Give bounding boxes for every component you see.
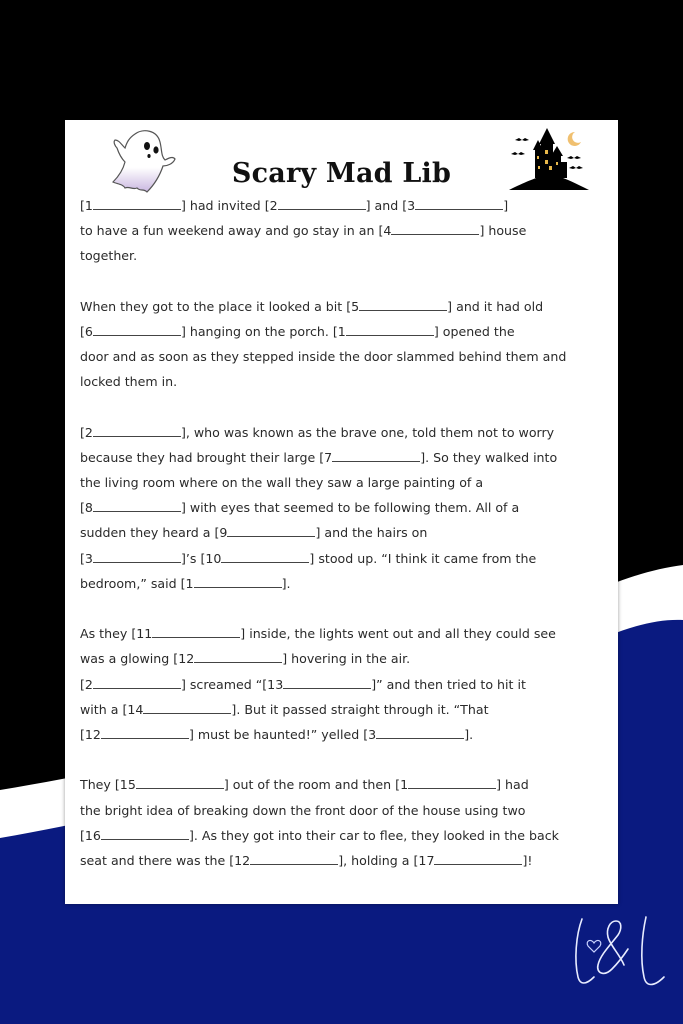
blank-close-bracket: ] (281, 575, 287, 591)
blank-close-bracket: ] (365, 198, 371, 213)
story-paragraph (80, 294, 610, 395)
blank-underline[interactable] (152, 626, 240, 638)
fill-in-blank-12[interactable] (229, 848, 343, 873)
story-text-segment: because they had brought their large (80, 449, 320, 465)
blank-number: [10 (200, 550, 222, 566)
blank-close-bracket: ] (496, 777, 502, 793)
blank-underline[interactable] (93, 551, 181, 563)
story-text-segment: and the hairs on (320, 525, 428, 541)
blank-underline[interactable] (434, 853, 522, 865)
blank-underline[interactable] (415, 198, 503, 210)
page-title: Scary Mad Lib (231, 158, 452, 189)
story-text-segment: . (286, 575, 291, 591)
story-text-segment: with a (80, 701, 123, 717)
blank-close-bracket: ] (433, 323, 439, 339)
blank-number: [16 (80, 827, 101, 843)
blank-number: [2 (264, 198, 278, 213)
fill-in-blank-12[interactable] (80, 722, 194, 747)
fill-in-blank-1[interactable] (80, 193, 186, 218)
fill-in-blank-15[interactable] (115, 772, 229, 797)
story-line (80, 445, 610, 470)
fill-in-blank-2[interactable] (265, 193, 371, 218)
story-text-segment: and it had old (452, 298, 544, 314)
fill-in-blank-17[interactable] (414, 848, 528, 873)
blank-number: [12 (80, 726, 101, 742)
fill-in-blank-1[interactable] (333, 319, 439, 344)
fill-in-blank-6[interactable] (80, 319, 186, 344)
story-text-segment: with eyes that seemed to be following them. All of a (185, 500, 520, 516)
story-line (80, 823, 610, 848)
story-line (80, 798, 610, 823)
fill-in-blank-12[interactable] (173, 646, 287, 671)
blank-number: [2 (80, 676, 93, 692)
blank-underline[interactable] (408, 777, 496, 789)
story-paragraph (80, 420, 610, 596)
blank-close-bracket: ] (240, 626, 246, 642)
fill-in-blank-8[interactable] (80, 495, 186, 520)
blank-underline[interactable] (194, 576, 282, 588)
story-line (80, 722, 610, 747)
story-text-segment: hanging on the porch. (185, 323, 333, 339)
blank-close-bracket: ] (180, 676, 186, 692)
fill-in-blank-3[interactable] (363, 722, 469, 747)
blank-number: [12 (229, 852, 251, 868)
blank-underline[interactable] (93, 425, 181, 437)
story-text-segment: had invited (185, 198, 265, 213)
story-text-segment: sudden they heard a (80, 525, 215, 541)
blank-close-bracket: ] (188, 726, 194, 742)
story-line (80, 243, 610, 268)
story-text-segment: hovering in the air. (287, 651, 411, 667)
fill-in-blank-14[interactable] (122, 697, 236, 722)
story-text-segment: must be haunted!” yelled (193, 726, 364, 742)
blank-close-bracket: ] (447, 298, 453, 314)
blank-underline[interactable] (332, 450, 420, 462)
story-line (80, 646, 610, 671)
blank-underline[interactable] (101, 828, 189, 840)
fill-in-blank-9[interactable] (215, 520, 321, 545)
blank-underline[interactable] (93, 198, 181, 210)
story-text-segment: bedroom,” said (80, 575, 181, 591)
blank-number: [6 (80, 323, 93, 339)
blank-number: [11 (131, 626, 153, 642)
story-text-segment: to have a fun weekend away and go stay in an (80, 223, 379, 239)
story-text-segment: . So they walked into (425, 449, 558, 465)
story-text-segment: , holding a (343, 852, 414, 868)
blank-close-bracket: ] (338, 852, 344, 868)
fill-in-blank-2[interactable] (80, 672, 186, 697)
blank-number: [3 (363, 726, 377, 742)
blank-close-bracket: ] (223, 777, 229, 793)
story-line (80, 319, 610, 344)
fill-in-blank-2[interactable] (80, 420, 186, 445)
story-line (80, 193, 610, 218)
blank-underline[interactable] (278, 198, 366, 210)
story-text-segment: inside, the lights went out and all they could see (245, 626, 556, 642)
blank-close-bracket: ] (503, 198, 509, 213)
story-text-segment: house (484, 223, 527, 239)
story-line (80, 520, 610, 545)
blank-underline[interactable] (227, 525, 315, 537)
story-text-segment: locked them in. (80, 374, 178, 390)
blank-number: [3 (402, 198, 416, 213)
story-line (80, 470, 610, 495)
story-text-segment: was a glowing (80, 651, 174, 667)
blank-close-bracket: ] (315, 525, 321, 541)
blank-number: [15 (114, 777, 136, 793)
blank-number: [8 (80, 500, 93, 516)
blank-number: [4 (378, 223, 392, 239)
story-line (80, 772, 610, 797)
story-text-segment: opened the (438, 323, 515, 339)
blank-close-bracket: ] (188, 827, 194, 843)
blank-close-bracket: ] (180, 323, 186, 339)
blank-underline[interactable] (136, 777, 224, 789)
story-text-segment: . (469, 726, 474, 742)
blank-underline[interactable] (391, 223, 479, 235)
blank-underline[interactable] (376, 727, 464, 739)
fill-in-blank-1[interactable] (181, 571, 287, 596)
blank-close-bracket: ] (371, 676, 377, 692)
story-text-segment: door and as soon as they stepped inside the door slammed behind them and (80, 349, 567, 365)
fill-in-blank-5[interactable] (346, 294, 452, 319)
fill-in-blank-10[interactable] (200, 546, 314, 571)
blank-close-bracket: ] (282, 651, 288, 667)
blank-close-bracket: ] (180, 550, 186, 566)
fill-in-blank-11[interactable] (131, 621, 245, 646)
fill-in-blank-3[interactable] (402, 193, 508, 218)
blank-close-bracket: ] (420, 449, 426, 465)
story-text-segment: screamed “ (185, 676, 263, 692)
blank-underline[interactable] (221, 551, 309, 563)
blank-underline[interactable] (346, 324, 434, 336)
story-line (80, 369, 610, 394)
story-text-segment: together. (80, 248, 138, 264)
blank-underline[interactable] (143, 702, 231, 714)
story-line (80, 672, 610, 697)
story-text-segment: When they got to the place it looked a bit (80, 298, 347, 314)
blank-number: [2 (80, 424, 93, 440)
blank-underline[interactable] (93, 500, 181, 512)
fill-in-blank-4[interactable] (379, 218, 485, 243)
blank-close-bracket: ] (464, 726, 470, 742)
blank-number: [9 (214, 525, 228, 541)
blank-underline[interactable] (101, 727, 189, 739)
blank-number: [1 (395, 777, 409, 793)
blank-number: [7 (319, 449, 333, 465)
blank-underline[interactable] (283, 677, 371, 689)
story-line (80, 344, 610, 369)
story-text-segment: , who was known as the brave one, told them not to worry (185, 424, 555, 440)
blank-number: [5 (346, 298, 360, 314)
blank-close-bracket: ] (231, 701, 237, 717)
story-text-segment: . But it passed straight through it. “That (236, 701, 489, 717)
blank-number: [17 (413, 852, 435, 868)
story-line (80, 546, 610, 571)
story-text-segment: the bright idea of breaking down the front door of the house using two (80, 802, 526, 818)
story-paragraph (80, 772, 610, 873)
story-text-segment: ’s (185, 550, 201, 566)
blank-close-bracket: ] (180, 198, 186, 213)
blank-number: [13 (262, 676, 284, 692)
blank-underline[interactable] (93, 677, 181, 689)
blank-number: [1 (180, 575, 194, 591)
mad-lib-worksheet (65, 120, 618, 904)
fill-in-blank-1[interactable] (395, 772, 501, 797)
story-text-segment: ” and then tried to hit it (376, 676, 526, 692)
fill-in-blank-13[interactable] (262, 672, 376, 697)
story-text-segment: and (370, 198, 403, 213)
blank-close-bracket: ] (309, 550, 315, 566)
story-text-segment: . As they got into their car to flee, they looked in the back (193, 827, 559, 843)
story-line (80, 294, 610, 319)
haunted-house-icon (505, 126, 591, 192)
story-text-segment: the living room where on the wall they saw a large painting of a (80, 475, 484, 491)
blank-number: [1 (332, 323, 346, 339)
story-text-segment: As they (80, 626, 132, 642)
story-text-segment: They (80, 777, 115, 793)
story-line (80, 848, 610, 873)
brand-logo (572, 915, 672, 995)
story-text-segment: ! (527, 852, 533, 868)
fill-in-blank-16[interactable] (80, 823, 194, 848)
blank-number: [3 (80, 550, 93, 566)
story-text-segment: seat and there was the (80, 852, 230, 868)
fill-in-blank-7[interactable] (319, 445, 425, 470)
blank-close-bracket: ] (522, 852, 528, 868)
blank-number: [1 (80, 198, 93, 213)
story-paragraph (80, 621, 610, 747)
story-text (80, 193, 610, 898)
blank-underline[interactable] (250, 853, 338, 865)
story-line (80, 420, 610, 445)
story-line (80, 218, 610, 243)
blank-underline[interactable] (359, 299, 447, 311)
story-text-segment: stood up. “I think it came from the (314, 550, 537, 566)
story-text-segment: out of the room and then (228, 777, 396, 793)
story-text-segment: had (501, 777, 529, 793)
fill-in-blank-3[interactable] (80, 546, 186, 571)
blank-underline[interactable] (93, 324, 181, 336)
story-line (80, 621, 610, 646)
blank-number: [12 (173, 651, 195, 667)
blank-close-bracket: ] (180, 500, 186, 516)
blank-close-bracket: ] (479, 223, 485, 239)
blank-number: [14 (122, 701, 144, 717)
blank-underline[interactable] (194, 651, 282, 663)
story-line (80, 697, 610, 722)
blank-close-bracket: ] (180, 424, 186, 440)
story-line (80, 495, 610, 520)
story-line (80, 571, 610, 596)
story-paragraph (80, 193, 610, 269)
